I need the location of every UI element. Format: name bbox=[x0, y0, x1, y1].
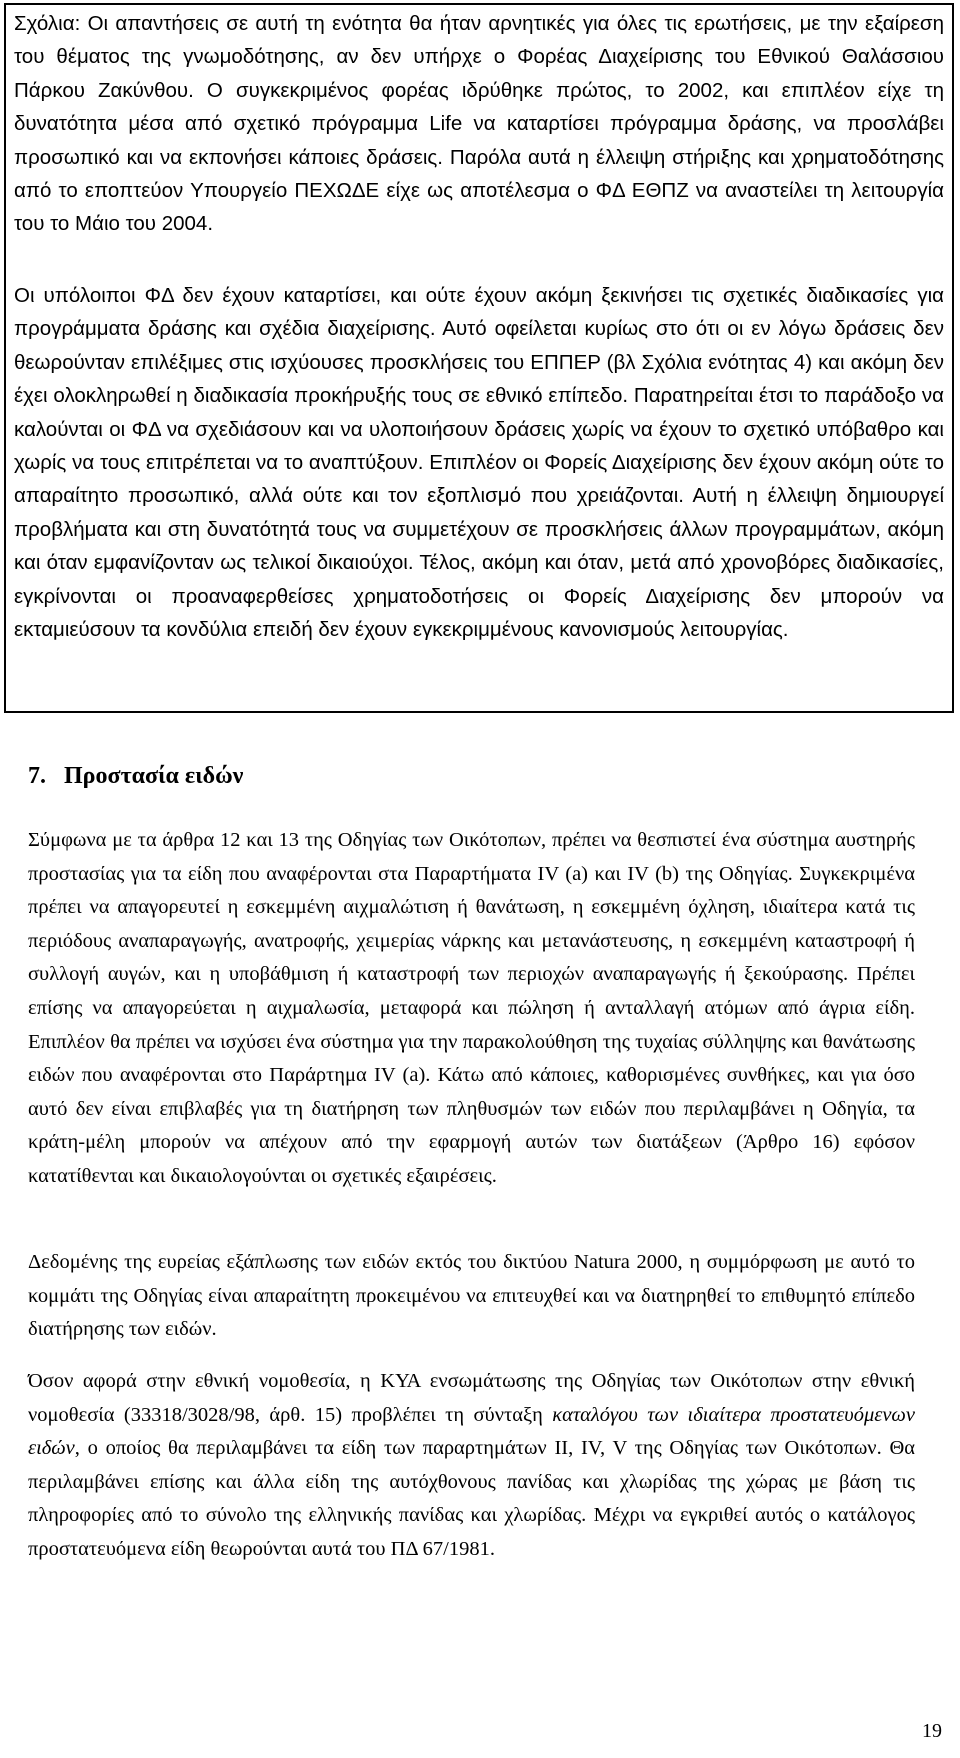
body-paragraph-3-italic: καταλόγου των ιδιαίτερα προστατευόμενων ειδών bbox=[28, 1403, 915, 1460]
section-heading bbox=[28, 762, 243, 790]
body-paragraph-1: Σύμφωνα με τα άρθρα 12 και 13 της Οδηγίας των Οικότοπων, πρέπει να θεσπιστεί ένα σύστημα αυστηρής προστασίας για τα είδη που αναφέρονται στα Παραρτήματα IV (a) και IV (b) της Οδηγίας. Συγκεκριμένα πρέπει να απαγορευτεί η εσκεμμένη αιχμαλώτιση ή θανάτωση, η εσκεμμένη όχληση, ιδιαίτερα κατά τις περιόδους αναπαραγωγής, ανατροφής, χειμερίας νάρκης και μετανάστευσης, η εσκεμμένη καταστροφή ή συλλογή αυγών, και η υποβάθμιση ή καταστροφή των περιοχών αναπαραγωγής ή ξεκούρασης. Πρέπει επίσης να απαγορεύεται η αιχμαλωσία, μεταφορά και πώληση ή ανταλλαγή ατόμων από άγρια είδη. Επιπλέον θα πρέπει να ισχύσει ένα σύστημα για την παρακολούθηση της τυχαίας σύλληψης και θανάτωσης ειδών που αναφέρονται στο Παράρτημα IV (a). Κάτω από κάποιες, καθορισμένες συνθήκες, και για όσο αυτό δεν είναι επιβλαβές για τη διατήρηση των πληθυσμών των ειδών που περιλαμβάνει η Οδηγία, τα κράτη-μέλη μπορούν να απέχουν από την εφαρμογή αυτών των διατάξεων (Άρθρο 16) εφόσον κατατίθενται και δικαιολογούνται οι σχετικές εξαιρέσεις. bbox=[28, 829, 915, 1187]
comments-paragraph-2: Οι υπόλοιποι ΦΔ δεν έχουν καταρτίσει, και ούτε έχουν ακόμη ξεκινήσει τις σχετικές διαδικασίες για προγράμματα δράσης και σχέδια διαχείρισης. Αυτό οφείλεται κυρίως στο ότι οι εν λόγω δράσεις δεν θεωρούνταν επιλέξιμες στις ισχύουσες προσκλήσεις του ΕΠΠΕΡ (βλ Σχόλια ενότητας 4) και ακόμη δεν έχει ολοκληρωθεί η διαδικασία προκήρυξής τους σε εθνικό επίπεδο. Παρατηρείται έτσι το παράδοξο να καλούνται οι ΦΔ να σχεδιάσουν και να υλοποιήσουν δράσεις χωρίς να έχουν το σχετικό υπόβαθρο και χωρίς να τους επιτρέπεται να το αναπτύξουν. Επιπλέον οι Φορείς Διαχείρισης δεν έχουν ακόμη ούτε το απαραίτητο προσωπικό, αλλά ούτε και τον εξοπλισμό που χρειάζονται. Αυτή η έλλειψη δημιουργεί προβλήματα και στη δυνατότητά τους να συμμετέχουν σε προσκλήσεις άλλων προγραμμάτων, ακόμη και όταν εμφανίζονταν ως τελικοί δικαιούχοι. Τέλος, ακόμη και όταν, μετά από χρονοβόρες διαδικασίες, εγκρίνονται οι προαναφερθείσες χρηματοδοτήσεις οι Φορείς Διαχείρισης δεν μπορούν να εκταμιεύσουν τα κονδύλια επειδή δεν έχουν εγκεκριμμένους κανονισμούς λειτουργίας. bbox=[14, 284, 944, 642]
section-body bbox=[28, 824, 915, 1567]
section-number: 7. bbox=[28, 763, 46, 789]
body-paragraph-2: Δεδομένης της ευρείας εξάπλωσης των ειδών εκτός του δικτύου Natura 2000, η συμμόρφωση με αυτό το κομμάτι της Οδηγίας είναι απαραίτητη προκειμένου να επιτευχθεί και να διατηρηθεί το επιθυμητό επίπεδο διατήρησης των ειδών. bbox=[28, 1251, 915, 1341]
section-title: Προστασία ειδών bbox=[64, 763, 244, 789]
body-paragraph-3-end: , ο οποίος θα περιλαμβάνει τα είδη των παραρτημάτων II, IV, V της Οδηγίας των Οικότοπων. Θα περιλαμβάνει επίσης και άλλα είδη της αυτόχθονους πανίδας και χλωρίδας της χώρας με βάση τις πληροφορίες από το σύνολο της ελληνικής πανίδας και χλωρίδας. Μέχρι να εγκριθεί αυτός ο κατάλογος προστατευόμενα είδη θεωρούνται αυτά του ΠΔ 67/1981. bbox=[28, 1437, 915, 1560]
body-paragraph-3 bbox=[28, 1365, 915, 1567]
comments-paragraph-1 bbox=[14, 7, 944, 274]
body-paragraph-3-start: Όσον αφορά στην εθνική νομοθεσία, η ΚΥΑ ενσωμάτωσης της Οδηγίας των Οικότοπων στην εθνική νομοθεσία (33318/3028/98, άρθ. 15) προβλέπει τη σύνταξη bbox=[28, 1370, 915, 1426]
comments-label: Σχόλια bbox=[14, 12, 75, 35]
comments-paragraph-1-text: : Οι απαντήσεις σε αυτή τη ενότητα θα ήταν αρνητικές για όλες τις ερωτήσεις, με την εξαίρεση του θέματος της γνωμοδότησης, αν δεν υπήρχε ο Φορέας Διαχείρισης του Εθνικού Θαλάσσιου Πάρκου Ζακύνθου. Ο συγκεκριμένος φορέας ιδρύθηκε πρώτος, το 2002, και επιπλέον είχε τη δυνατότητα μέσα από σχετικό πρόγραμμα Life να καταρτίσει πρόγραμμα δράσης, να προσλάβει προσωπικό και να εκπονήσει κάποιες δράσεις. Παρόλα αυτά η έλλειψη στήριξης και χρηματοδότησης από το εποπτεύον Υπουργείο ΠΕΧΩΔΕ είχε ως αποτέλεσμα ο ΦΔ ΕΘΠΖ να αναστείλει τη λειτουργία του το Μάιο του 2004. bbox=[14, 12, 944, 236]
comments-box bbox=[4, 3, 954, 713]
page-number: 19 bbox=[922, 1720, 942, 1742]
